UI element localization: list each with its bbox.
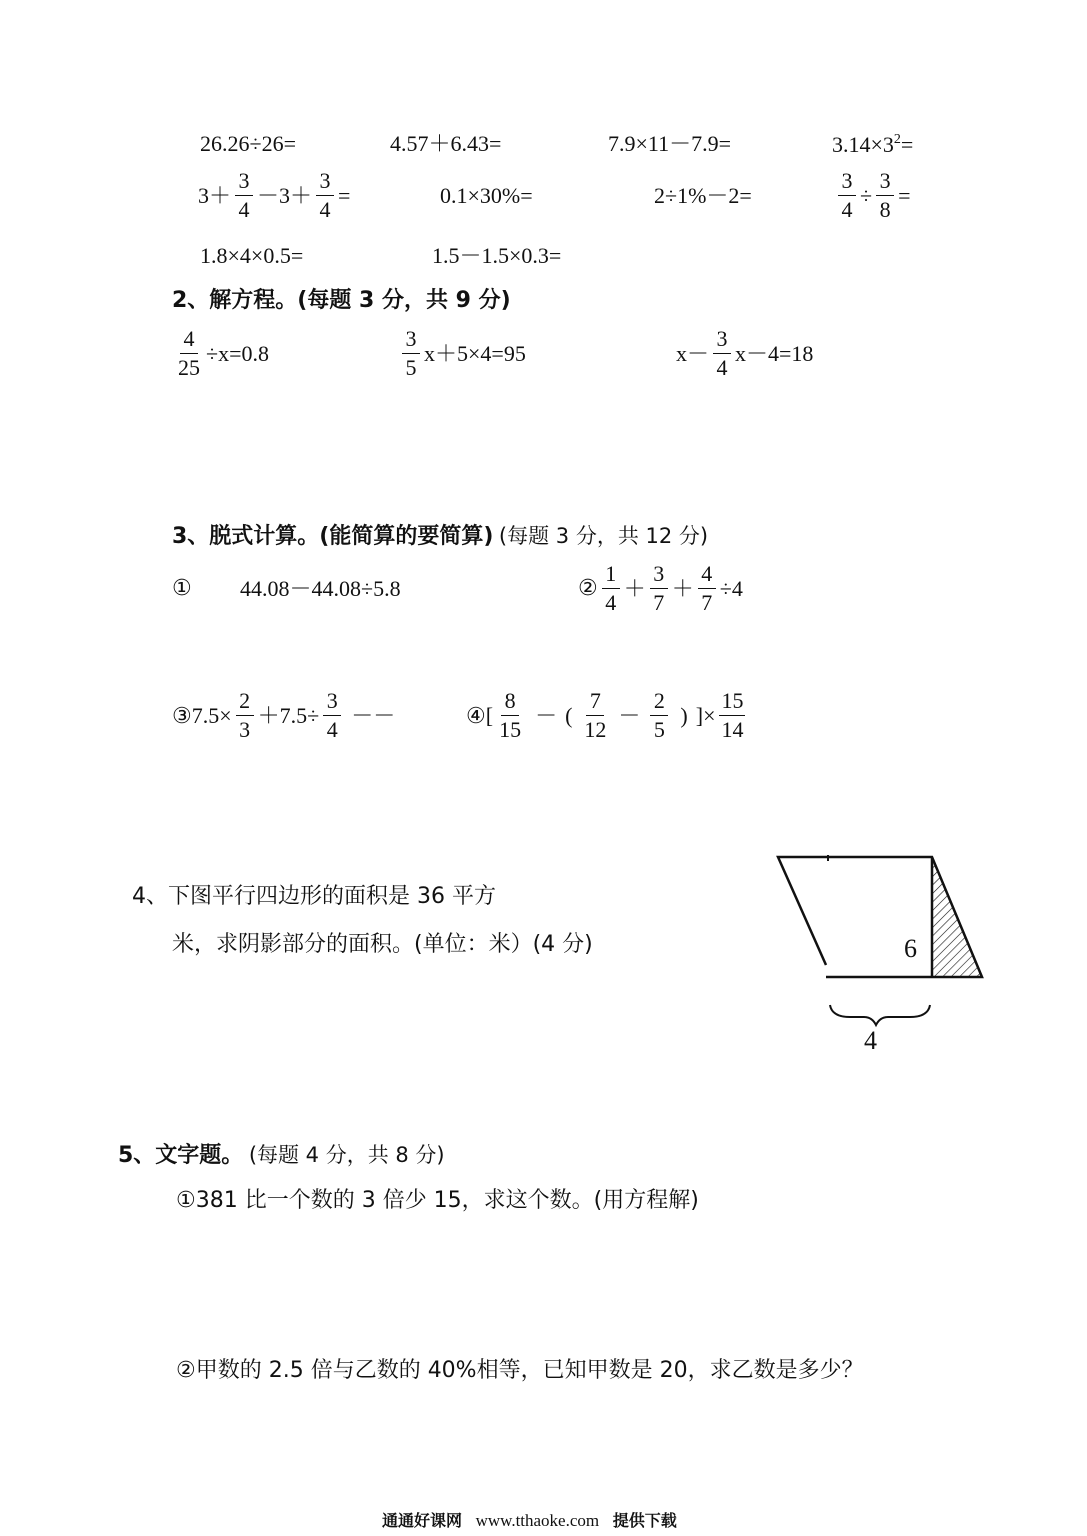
q4-line-1: 4、下图平行四边形的面积是 36 平方 [132,884,496,909]
fraction [235,170,253,221]
base-label: 4 [864,1026,877,1055]
fraction [876,170,894,221]
denominator: 7 [701,590,713,615]
expr-part: －3＋ [257,182,313,208]
q3-title-bold: 3、脱式计算。(能简算的要简算) [172,524,494,549]
footer-url: www.tthaoke.com [475,1511,600,1530]
fraction [323,690,341,741]
height-label: 6 [904,934,917,963]
denominator: 4 [841,197,853,222]
q3-problem-3 [172,690,395,741]
q3-problem-1: 44.08－44.08÷5.8 [240,576,401,601]
expr-part: x－4=18 [735,340,814,366]
oral-r2-c3: 2÷1%－2= [654,183,752,208]
expr-part: ) [680,702,688,728]
denominator: 4 [319,197,331,222]
oral-r1-c4 [832,133,913,156]
numerator: 3 [316,170,334,196]
fraction [698,563,716,614]
footer-site: 通通好课网 [382,1511,463,1530]
q2-title: 2、解方程。(每题 3 分，共 9 分) [172,288,511,313]
expr-part: ( [565,702,573,728]
q2-equation-1 [172,328,269,379]
numerator: 3 [838,170,856,196]
expr-part: ÷4 [719,575,743,601]
q4-line-2: 米，求阴影部分的面积。(单位：米）(4 分) [172,932,593,957]
numerator: 3 [235,170,253,196]
oral-r1-c4-tail: = [900,132,914,157]
oral-r3-c1: 1.8×4×0.5= [200,243,304,268]
oral-r1-c1: 26.26÷26= [200,131,296,156]
denominator: 15 [499,717,522,742]
numerator: 1 [602,563,620,589]
q5-problem-2: ②甲数的 2.5 倍与乙数的 40%相等，已知甲数是 20，求乙数是多少？ [176,1358,864,1383]
numerator: 2 [650,690,668,716]
q5-problem-1: ①381 比一个数的 3 倍少 15，求这个数。(用方程解) [176,1188,699,1213]
denominator: 4 [716,355,728,380]
expr-part: x－ [676,340,710,366]
q3-problem-2 [578,563,743,614]
denominator: 5 [405,355,417,380]
oral-r2-c4 [834,170,911,221]
numerator: 3 [713,328,731,354]
numerator: 3 [650,563,668,589]
denominator: 4 [326,717,338,742]
numerator: 4 [180,328,198,354]
q2-equation-2 [398,328,526,379]
expr-part: 3＋ [198,182,232,208]
expr-part: ④[ [466,702,494,728]
expr-part: = [898,182,911,208]
fraction [650,690,668,741]
numerator: 4 [698,563,716,589]
numerator: 15 [719,690,745,716]
oral-r1-c4-exp: 2 [893,132,901,147]
numerator: 3 [323,690,341,716]
expr-part: ÷ [860,182,873,208]
oral-r1-c4-base: 3.14×3 [832,132,894,157]
q3-title [172,525,708,548]
fraction [236,690,254,741]
denominator: 14 [721,717,744,742]
q5-title [118,1144,445,1167]
numerator: 8 [501,690,519,716]
numerator: 3 [402,328,420,354]
fraction [650,563,668,614]
expr-part: x＋5×4=95 [424,340,526,366]
fraction [838,170,856,221]
q3-problem-4 [466,690,749,741]
expr-part: ③7.5× [172,702,232,728]
numerator: 7 [586,690,604,716]
denominator: 12 [584,717,607,742]
fraction [402,328,420,379]
fraction [719,690,745,741]
denominator: 3 [239,717,251,742]
expr-part: ＋ [671,575,694,601]
fraction [713,328,731,379]
q3-title-normal: (每题 3 分，共 12 分) [498,524,709,548]
expr-part: －－ [351,702,396,728]
fraction [176,328,202,379]
denominator: 5 [653,717,665,742]
expr-part: ]× [695,702,716,728]
expr-part: ＋7.5÷ [257,702,320,728]
expr-part: ÷x=0.8 [206,340,269,366]
oral-r1-c3: 7.9×11－7.9= [608,131,731,156]
fraction [316,170,334,221]
expr-part: = [338,182,351,208]
expr-part: － [618,702,641,728]
oral-r3-c2: 1.5－1.5×0.3= [432,243,562,268]
fraction [582,690,608,741]
q3-problem-1-marker: ① [172,576,192,601]
q2-equation-3 [676,328,813,379]
expr-part: ＋ [623,575,646,601]
denominator: 4 [605,590,617,615]
oral-r2-c2: 0.1×30%= [440,183,533,208]
numerator: 3 [876,170,894,196]
oral-r1-c2: 4.57＋6.43= [390,131,502,156]
q5-title-bold: 5、文字题。 [118,1143,244,1168]
q5-title-normal: (每题 4 分，共 8 分) [248,1143,445,1167]
base-brace [830,1005,930,1025]
problem-marker: ② [578,575,598,601]
denominator: 25 [178,355,200,380]
page-footer [382,1512,677,1529]
oral-r2-c1 [198,170,350,221]
numerator: 2 [236,690,254,716]
denominator: 7 [653,590,665,615]
parallelogram-figure [760,845,1000,1055]
footer-note: 提供下载 [612,1511,677,1530]
fraction [497,690,523,741]
denominator: 4 [238,197,250,222]
expr-part: － [535,702,558,728]
fraction [602,563,620,614]
denominator: 8 [879,197,891,222]
